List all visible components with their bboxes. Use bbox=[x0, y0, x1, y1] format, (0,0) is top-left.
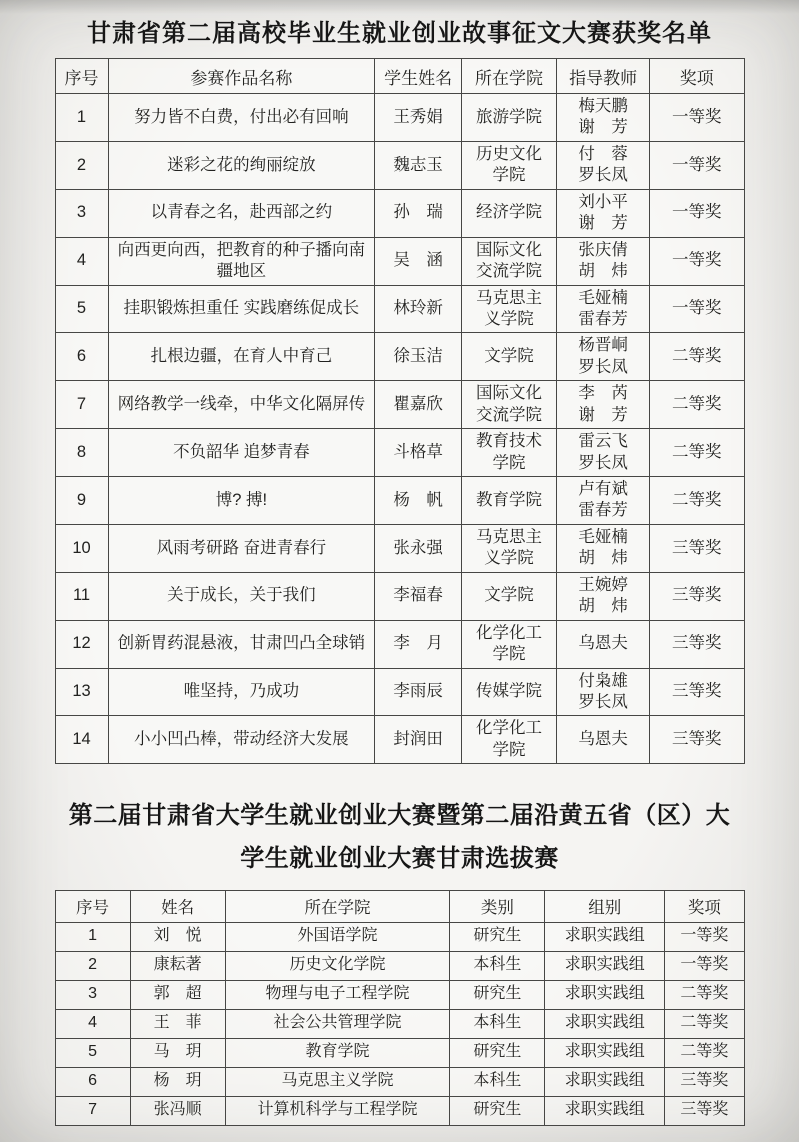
serial-number-cell: 3 bbox=[55, 980, 130, 1009]
essay-awards-table bbox=[55, 58, 745, 764]
award-cell: 一等奖 bbox=[665, 922, 744, 951]
award-cell: 一等奖 bbox=[650, 189, 744, 237]
table-row bbox=[55, 1067, 744, 1096]
advisor-line: 卢有斌 bbox=[578, 480, 628, 498]
student-name-cell: 张永强 bbox=[375, 524, 462, 572]
table-row bbox=[55, 980, 744, 1009]
advisor-line: 罗长凤 bbox=[578, 357, 628, 376]
table-row bbox=[55, 620, 744, 668]
advisor-line: 雷春芳 bbox=[578, 309, 628, 328]
advisor-line: 毛娅楠 bbox=[578, 527, 628, 546]
name-cell: 张冯顺 bbox=[130, 1096, 225, 1125]
serial-number-cell: 6 bbox=[55, 1067, 130, 1096]
table-row bbox=[55, 1038, 744, 1067]
work-title-cell: 以青春之名，赴西部之约 bbox=[108, 189, 375, 237]
award-cell: 三等奖 bbox=[650, 620, 744, 668]
student-name-cell: 李福春 bbox=[375, 572, 462, 620]
group-cell: 求职实践组 bbox=[545, 951, 665, 980]
table-row bbox=[55, 524, 744, 572]
serial-number-cell: 13 bbox=[55, 668, 108, 716]
table-row bbox=[55, 951, 744, 980]
advisor-cell bbox=[557, 381, 650, 429]
student-name-cell: 徐玉洁 bbox=[375, 333, 462, 381]
work-title-cell: 挂职锻炼担重任 实践磨练促成长 bbox=[108, 285, 375, 333]
advisor-line: 乌恩夫 bbox=[578, 634, 628, 653]
table-row bbox=[55, 429, 744, 477]
award-cell: 二等奖 bbox=[650, 477, 744, 525]
advisor-line: 张庆倩 bbox=[578, 240, 628, 259]
serial-number-cell: 7 bbox=[55, 1096, 130, 1125]
advisor-cell bbox=[557, 285, 650, 333]
advisor-cell bbox=[557, 237, 650, 285]
college-cell: 教育技术学院 bbox=[462, 429, 557, 477]
table-row bbox=[55, 716, 744, 764]
serial-number-cell: 1 bbox=[55, 922, 130, 951]
serial-number-cell: 6 bbox=[55, 333, 108, 381]
work-title-cell: 扎根边疆，在育人中育己 bbox=[108, 333, 375, 381]
serial-number-cell: 4 bbox=[55, 237, 108, 285]
work-title-cell: 迷彩之花的绚丽绽放 bbox=[108, 141, 375, 189]
table-row bbox=[55, 237, 744, 285]
advisor-cell bbox=[557, 572, 650, 620]
table-row bbox=[55, 668, 744, 716]
table-row bbox=[55, 1096, 744, 1125]
group-cell: 求职实践组 bbox=[545, 922, 665, 951]
group-cell: 求职实践组 bbox=[545, 1067, 665, 1096]
advisor-cell bbox=[557, 620, 650, 668]
advisor-cell bbox=[557, 477, 650, 525]
selection-awards-table bbox=[55, 890, 745, 1126]
column-header: 参赛作品名称 bbox=[108, 59, 375, 94]
award-cell: 三等奖 bbox=[650, 524, 744, 572]
column-header: 指导教师 bbox=[557, 59, 650, 94]
column-header: 类别 bbox=[450, 890, 545, 922]
column-header: 所在学院 bbox=[225, 890, 450, 922]
work-title-cell: 不负韶华 追梦青春 bbox=[108, 429, 375, 477]
college-cell: 文学院 bbox=[462, 572, 557, 620]
college-cell: 历史文化学院 bbox=[462, 141, 557, 189]
award-cell: 一等奖 bbox=[650, 141, 744, 189]
table-row bbox=[55, 333, 744, 381]
work-title-cell: 关于成长，关于我们 bbox=[108, 572, 375, 620]
table-row bbox=[55, 94, 744, 142]
category-cell: 本科生 bbox=[450, 1009, 545, 1038]
student-name-cell: 孙 瑞 bbox=[375, 189, 462, 237]
award-cell: 一等奖 bbox=[650, 94, 744, 142]
advisor-line: 罗长凤 bbox=[578, 692, 628, 711]
college-cell: 国际文化交流学院 bbox=[462, 381, 557, 429]
group-cell: 求职实践组 bbox=[545, 980, 665, 1009]
group-cell: 求职实践组 bbox=[545, 1009, 665, 1038]
work-title-cell: 风雨考研路 奋进青春行 bbox=[108, 524, 375, 572]
serial-number-cell: 10 bbox=[55, 524, 108, 572]
student-name-cell: 魏志玉 bbox=[375, 141, 462, 189]
work-title-cell: 唯坚持，乃成功 bbox=[108, 668, 375, 716]
advisor-line: 罗长凤 bbox=[578, 166, 628, 185]
college-cell: 化学化工学院 bbox=[462, 620, 557, 668]
serial-number-cell: 8 bbox=[55, 429, 108, 477]
serial-number-cell: 5 bbox=[55, 285, 108, 333]
column-header: 所在学院 bbox=[462, 59, 557, 94]
serial-number-cell: 1 bbox=[55, 94, 108, 142]
award-cell: 二等奖 bbox=[665, 1038, 744, 1067]
college-cell: 文学院 bbox=[462, 333, 557, 381]
college-cell: 教育学院 bbox=[225, 1038, 450, 1067]
table-row bbox=[55, 922, 744, 951]
work-title-cell: 努力皆不白费，付出必有回响 bbox=[108, 94, 375, 142]
college-cell: 社会公共管理学院 bbox=[225, 1009, 450, 1038]
advisor-cell bbox=[557, 716, 650, 764]
essay-contest-title: 甘肃省第二届高校毕业生就业创业故事征文大赛获奖名单 bbox=[87, 20, 712, 47]
award-cell: 一等奖 bbox=[650, 237, 744, 285]
award-cell: 二等奖 bbox=[650, 333, 744, 381]
name-cell: 马 玥 bbox=[130, 1038, 225, 1067]
college-cell: 外国语学院 bbox=[225, 922, 450, 951]
advisor-line: 刘小平 bbox=[578, 192, 628, 211]
column-header: 姓名 bbox=[130, 890, 225, 922]
advisor-line: 雷春芳 bbox=[578, 501, 628, 520]
work-title-cell: 向西更向西，把教育的种子播向南疆地区 bbox=[108, 237, 375, 285]
award-cell: 三等奖 bbox=[665, 1067, 744, 1096]
category-cell: 本科生 bbox=[450, 1067, 545, 1096]
serial-number-cell: 9 bbox=[55, 477, 108, 525]
column-header: 组别 bbox=[545, 890, 665, 922]
category-cell: 研究生 bbox=[450, 922, 545, 951]
table-row bbox=[55, 189, 744, 237]
college-cell: 旅游学院 bbox=[462, 94, 557, 142]
college-cell: 化学化工学院 bbox=[462, 716, 557, 764]
header-row bbox=[55, 59, 744, 94]
work-title-cell: 创新胃药混悬液，甘肃凹凸全球销 bbox=[108, 620, 375, 668]
award-cell: 三等奖 bbox=[650, 716, 744, 764]
college-cell: 计算机科学与工程学院 bbox=[225, 1096, 450, 1125]
advisor-line: 付枭雄 bbox=[578, 671, 628, 690]
college-cell: 马克思主义学院 bbox=[462, 285, 557, 333]
award-cell: 二等奖 bbox=[650, 429, 744, 477]
table-row bbox=[55, 285, 744, 333]
serial-number-cell: 11 bbox=[55, 572, 108, 620]
student-name-cell: 斗格草 bbox=[375, 429, 462, 477]
table-row bbox=[55, 572, 744, 620]
award-cell: 一等奖 bbox=[665, 951, 744, 980]
advisor-line: 胡 炜 bbox=[578, 597, 628, 616]
advisor-line: 谢 芳 bbox=[578, 214, 628, 233]
college-cell: 历史文化学院 bbox=[225, 951, 450, 980]
advisor-line: 李 芮 bbox=[578, 384, 628, 403]
group-cell: 求职实践组 bbox=[545, 1096, 665, 1125]
advisor-line: 谢 芳 bbox=[578, 405, 628, 424]
student-name-cell: 瞿嘉欣 bbox=[375, 381, 462, 429]
serial-number-cell: 7 bbox=[55, 381, 108, 429]
name-cell: 王 菲 bbox=[130, 1009, 225, 1038]
award-cell: 三等奖 bbox=[650, 668, 744, 716]
advisor-cell bbox=[557, 94, 650, 142]
advisor-line: 雷云飞 bbox=[578, 432, 628, 451]
name-cell: 康耘著 bbox=[130, 951, 225, 980]
advisor-line: 胡 炜 bbox=[578, 549, 628, 568]
award-cell: 二等奖 bbox=[665, 980, 744, 1009]
serial-number-cell: 3 bbox=[55, 189, 108, 237]
college-cell: 传媒学院 bbox=[462, 668, 557, 716]
advisor-cell bbox=[557, 524, 650, 572]
student-name-cell: 李雨辰 bbox=[375, 668, 462, 716]
award-cell: 二等奖 bbox=[665, 1009, 744, 1038]
table-row bbox=[55, 477, 744, 525]
category-cell: 研究生 bbox=[450, 1038, 545, 1067]
college-cell: 马克思主义学院 bbox=[225, 1067, 450, 1096]
name-cell: 刘 悦 bbox=[130, 922, 225, 951]
student-name-cell: 林玲新 bbox=[375, 285, 462, 333]
college-cell: 经济学院 bbox=[462, 189, 557, 237]
advisor-cell bbox=[557, 429, 650, 477]
student-name-cell: 王秀娟 bbox=[375, 94, 462, 142]
advisor-line: 梅天鹏 bbox=[578, 97, 628, 115]
advisor-cell bbox=[557, 189, 650, 237]
advisor-line: 乌恩夫 bbox=[578, 730, 628, 749]
serial-number-cell: 12 bbox=[55, 620, 108, 668]
award-cell: 三等奖 bbox=[665, 1096, 744, 1125]
advisor-line: 罗长凤 bbox=[578, 453, 628, 472]
column-header: 学生姓名 bbox=[375, 59, 462, 94]
award-cell: 一等奖 bbox=[650, 285, 744, 333]
advisor-line: 杨晋峒 bbox=[578, 336, 628, 355]
advisor-cell bbox=[557, 333, 650, 381]
name-cell: 郭 超 bbox=[130, 980, 225, 1009]
serial-number-cell: 5 bbox=[55, 1038, 130, 1067]
student-name-cell: 吴 涵 bbox=[375, 237, 462, 285]
student-name-cell: 杨 帆 bbox=[375, 477, 462, 525]
category-cell: 研究生 bbox=[450, 980, 545, 1009]
serial-number-cell: 2 bbox=[55, 951, 130, 980]
serial-number-cell: 4 bbox=[55, 1009, 130, 1038]
selection-competition-title: 第二届甘肃省大学生就业创业大赛暨第二届沿黄五省（区）大学生就业创业大赛甘肃选拔赛 bbox=[68, 802, 731, 873]
serial-number-cell: 2 bbox=[55, 141, 108, 189]
advisor-line: 谢 芳 bbox=[578, 118, 628, 137]
advisor-line: 王婉婷 bbox=[578, 575, 628, 594]
advisor-line: 付 蓉 bbox=[578, 144, 628, 163]
table-row bbox=[55, 381, 744, 429]
column-header: 序号 bbox=[55, 59, 108, 94]
award-cell: 三等奖 bbox=[650, 572, 744, 620]
header-row bbox=[55, 890, 744, 922]
column-header: 序号 bbox=[55, 890, 130, 922]
advisor-line: 胡 炜 bbox=[578, 262, 628, 281]
serial-number-cell: 14 bbox=[55, 716, 108, 764]
advisor-cell bbox=[557, 141, 650, 189]
advisor-cell bbox=[557, 668, 650, 716]
work-title-cell: 网络教学一线牵，中华文化隔屏传 bbox=[108, 381, 375, 429]
column-header: 奖项 bbox=[665, 890, 744, 922]
work-title-cell: 博? 搏! bbox=[108, 477, 375, 525]
group-cell: 求职实践组 bbox=[545, 1038, 665, 1067]
college-cell: 教育学院 bbox=[462, 477, 557, 525]
category-cell: 本科生 bbox=[450, 951, 545, 980]
student-name-cell: 李 月 bbox=[375, 620, 462, 668]
table-row bbox=[55, 141, 744, 189]
category-cell: 研究生 bbox=[450, 1096, 545, 1125]
college-cell: 国际文化交流学院 bbox=[462, 237, 557, 285]
student-name-cell: 封润田 bbox=[375, 716, 462, 764]
column-header: 奖项 bbox=[650, 59, 744, 94]
table-row bbox=[55, 1009, 744, 1038]
college-cell: 马克思主义学院 bbox=[462, 524, 557, 572]
work-title-cell: 小小凹凸棒，带动经济大发展 bbox=[108, 716, 375, 764]
college-cell: 物理与电子工程学院 bbox=[225, 980, 450, 1009]
name-cell: 杨 玥 bbox=[130, 1067, 225, 1096]
award-cell: 二等奖 bbox=[650, 381, 744, 429]
advisor-line: 毛娅楠 bbox=[578, 288, 628, 307]
